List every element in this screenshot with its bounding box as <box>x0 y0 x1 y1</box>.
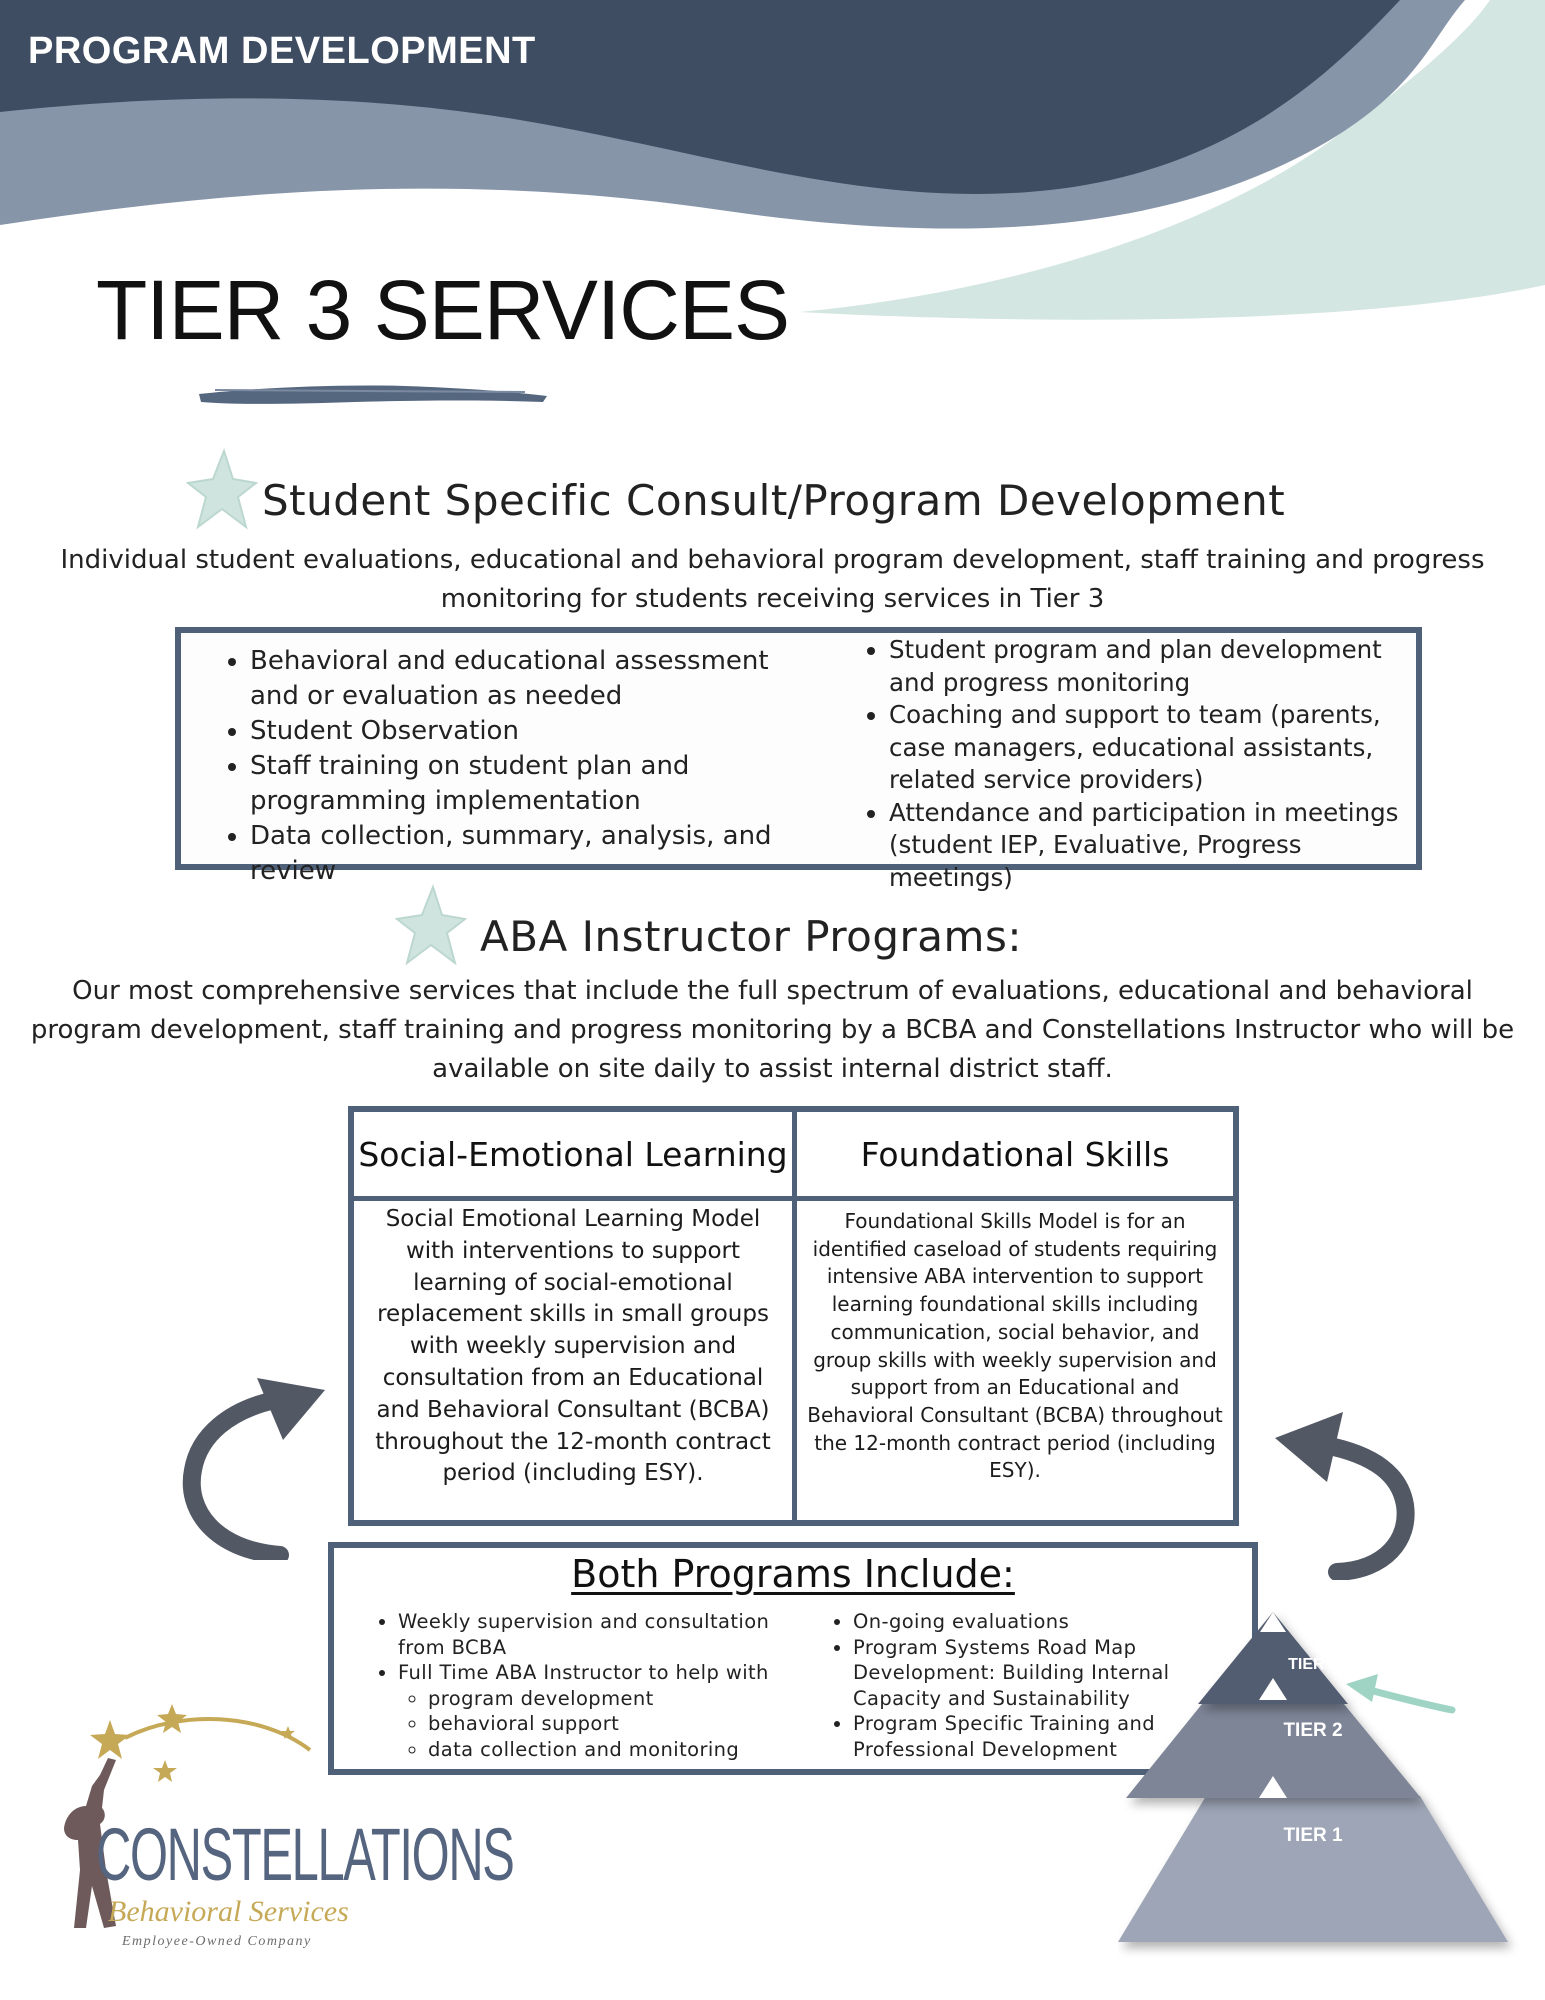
program-column-foundational <box>797 1112 1233 1520</box>
program-body-sel: Social Emotional Learning Model with interventions to support learning of social-emotional replacement skills in small groups with weekly supervision and consultation from an Educational and Behavioral Consultant (BCBA) throughout the 12-month contract period (including ESY). <box>375 1206 771 1487</box>
tier3-label: TIER 3 <box>1288 1656 1338 1673</box>
program-title-sel: Social-Emotional Learning <box>354 1112 792 1201</box>
brush-stroke-underline <box>195 380 555 410</box>
both-left-list <box>374 1609 818 1762</box>
star-icon <box>395 883 467 967</box>
logo-subtitle: Behavioral Services <box>108 1895 349 1928</box>
program-feature-subitem: ◦ data collection and monitoring <box>428 1737 818 1763</box>
program-feature-text: Full Time ABA Instructor to help with <box>398 1661 769 1684</box>
section1-title: Student Specific Consult/Program Development <box>262 476 1286 525</box>
program-feature-text: Weekly supervision and consultation from BCBA <box>398 1610 770 1659</box>
tier1-label: TIER 1 <box>1283 1825 1343 1846</box>
program-feature-item: • Program Specific Training and Professional Development <box>853 1711 1253 1762</box>
programs-table <box>348 1106 1239 1526</box>
service-item: • Student Observation <box>250 714 820 749</box>
curved-arrow-left-icon <box>175 1370 335 1560</box>
tier-pointer-arrow-icon <box>1342 1672 1457 1720</box>
program-feature-subitem: ◦ program development <box>428 1686 818 1712</box>
program-feature-item: • On-going evaluations <box>853 1609 1253 1635</box>
program-feature-sublist <box>398 1686 818 1763</box>
logo-star <box>90 1720 130 1759</box>
logo-star <box>157 1704 187 1733</box>
logo-arc <box>125 1719 310 1750</box>
tier3-notch <box>1260 1612 1286 1632</box>
program-column-sel <box>354 1112 792 1520</box>
program-feature-subitem: ◦ behavioral support <box>428 1711 818 1737</box>
service-item: • Student program and plan development and progress monitoring <box>889 634 1429 699</box>
section2-title: ABA Instructor Programs: <box>480 912 1022 961</box>
tier1-shape <box>1118 1796 1508 1942</box>
logo-name: CONSTELLATIONS <box>96 1813 514 1896</box>
curved-arrow-right-icon <box>1265 1400 1425 1580</box>
tier2-label: TIER 2 <box>1283 1720 1343 1741</box>
section1-left-list <box>220 644 820 889</box>
star-icon <box>186 447 258 531</box>
section1-right-list <box>859 634 1429 894</box>
service-item: • Coaching and support to team (parents, case managers, educational assistants, related service providers) <box>889 699 1429 797</box>
section1-services-box <box>175 627 1422 892</box>
section1-description: Individual student evaluations, educational and behavioral program development, staff training and progress monitoring for students receiving services in Tier 3 <box>60 545 1485 614</box>
service-item: • Attendance and participation in meetings (student IEP, Evaluative, Progress meetings) <box>889 797 1429 895</box>
header-label: PROGRAM DEVELOPMENT <box>28 30 536 72</box>
service-item: • Data collection, summary, analysis, and review <box>250 819 820 889</box>
service-item: • Behavioral and educational assessment and or evaluation as needed <box>250 644 820 714</box>
program-feature-item: • Program Systems Road Map Development: Building Internal Capacity and Sustainability <box>853 1635 1253 1712</box>
logo-star <box>153 1760 177 1782</box>
program-body-foundational: Foundational Skills Model is for an identified caseload of students requiring intensive ABA intervention to support learning foundational skills including communication, social behavior, and group skills with weekly supervision and support from an Educational and Behavioral Consultant (BCBA) throughout the 12-month contract period (including ESY). <box>807 1209 1223 1483</box>
page-title: TIER 3 SERVICES <box>96 263 790 357</box>
program-feature-item <box>398 1609 818 1660</box>
section2-description: Our most comprehensive services that include the full spectrum of evaluations, educational and behavioral program development, staff training and progress monitoring by a BCBA and Constellations Instructor who will be available on site daily to assist internal district staff. <box>30 976 1515 1084</box>
program-title-foundational: Foundational Skills <box>797 1112 1233 1201</box>
both-programs-title: Both Programs Include: <box>571 1552 1015 1596</box>
program-feature-item <box>398 1660 818 1762</box>
logo-tagline: Employee-Owned Company <box>122 1934 312 1949</box>
service-item: • Staff training on student plan and programming implementation <box>250 749 820 819</box>
